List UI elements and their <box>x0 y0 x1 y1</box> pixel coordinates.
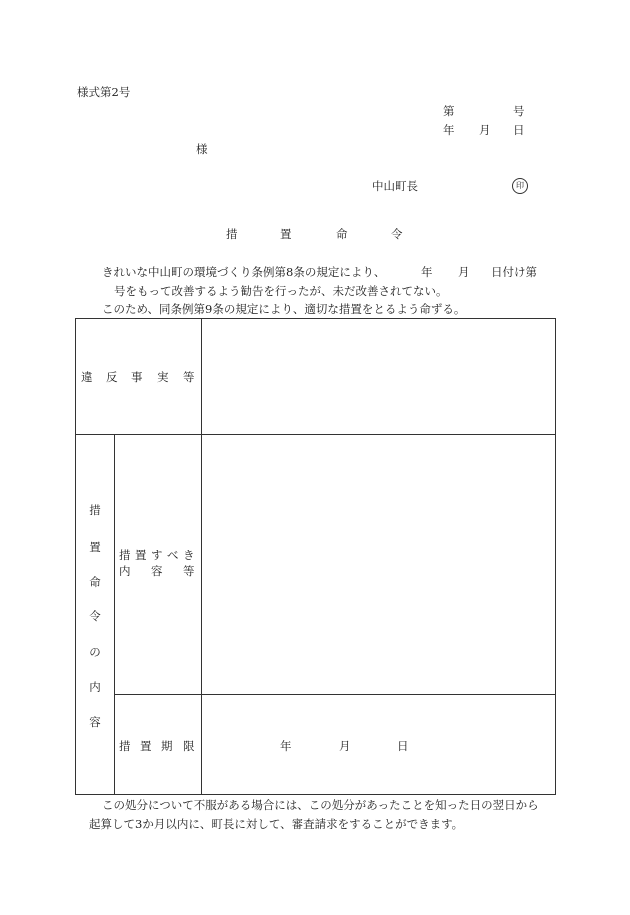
addressee-suffix: 様 <box>196 142 208 156</box>
table-inner-column-divider <box>114 434 115 795</box>
title-char: 令 <box>391 227 403 241</box>
table-border-right <box>555 318 556 795</box>
form-number: 様式第2号 <box>77 85 131 99</box>
deadline-year: 年 <box>280 739 292 753</box>
measures-content-cell[interactable] <box>202 435 555 694</box>
violation-content-cell[interactable] <box>202 319 555 434</box>
body-line1-year: 年 <box>421 265 433 279</box>
doc-number-prefix: 第 <box>443 104 455 118</box>
table-subrow-divider <box>114 694 556 695</box>
date-day: 日 <box>513 123 525 137</box>
seal-mark: 印 <box>512 178 528 194</box>
body-line1-end: 日付け第 <box>491 265 537 279</box>
document-title <box>0 227 630 241</box>
title-char: 措 <box>226 227 238 241</box>
title-char: 命 <box>336 227 348 241</box>
body-line1-month: 月 <box>458 265 470 279</box>
body-line2: 号をもって改善するよう勧告を行ったが、未だ改善されてない。 <box>114 284 448 298</box>
date-month: 月 <box>479 123 491 137</box>
body-line3: このため、同条例第9条の規定により、適切な措置をとるよう命ずる。 <box>102 302 466 316</box>
deadline-label: 措 置 期 限 <box>119 739 195 753</box>
deadline-month: 月 <box>339 739 351 753</box>
table-border-left <box>75 318 76 795</box>
table-border-bottom <box>75 794 556 795</box>
measures-label-line1: 措 置 す べ き <box>119 548 195 562</box>
doc-number-suffix: 号 <box>513 104 525 118</box>
issuer-name: 中山町長 <box>372 179 418 193</box>
measures-label-line2: 内 容 等 <box>119 564 195 578</box>
appeal-note-line1: この処分について不服がある場合には、この処分があったことを知った日の翌日から <box>102 798 539 812</box>
body-line1: きれいな中山町の環境づくり条例第8条の規定により、 <box>102 265 386 279</box>
title-char: 置 <box>280 227 292 241</box>
deadline-day: 日 <box>397 739 409 753</box>
appeal-note-line2: 起算して3か月以内に、町長に対して、審査請求をすることができます。 <box>89 817 464 831</box>
date-year: 年 <box>443 123 455 137</box>
